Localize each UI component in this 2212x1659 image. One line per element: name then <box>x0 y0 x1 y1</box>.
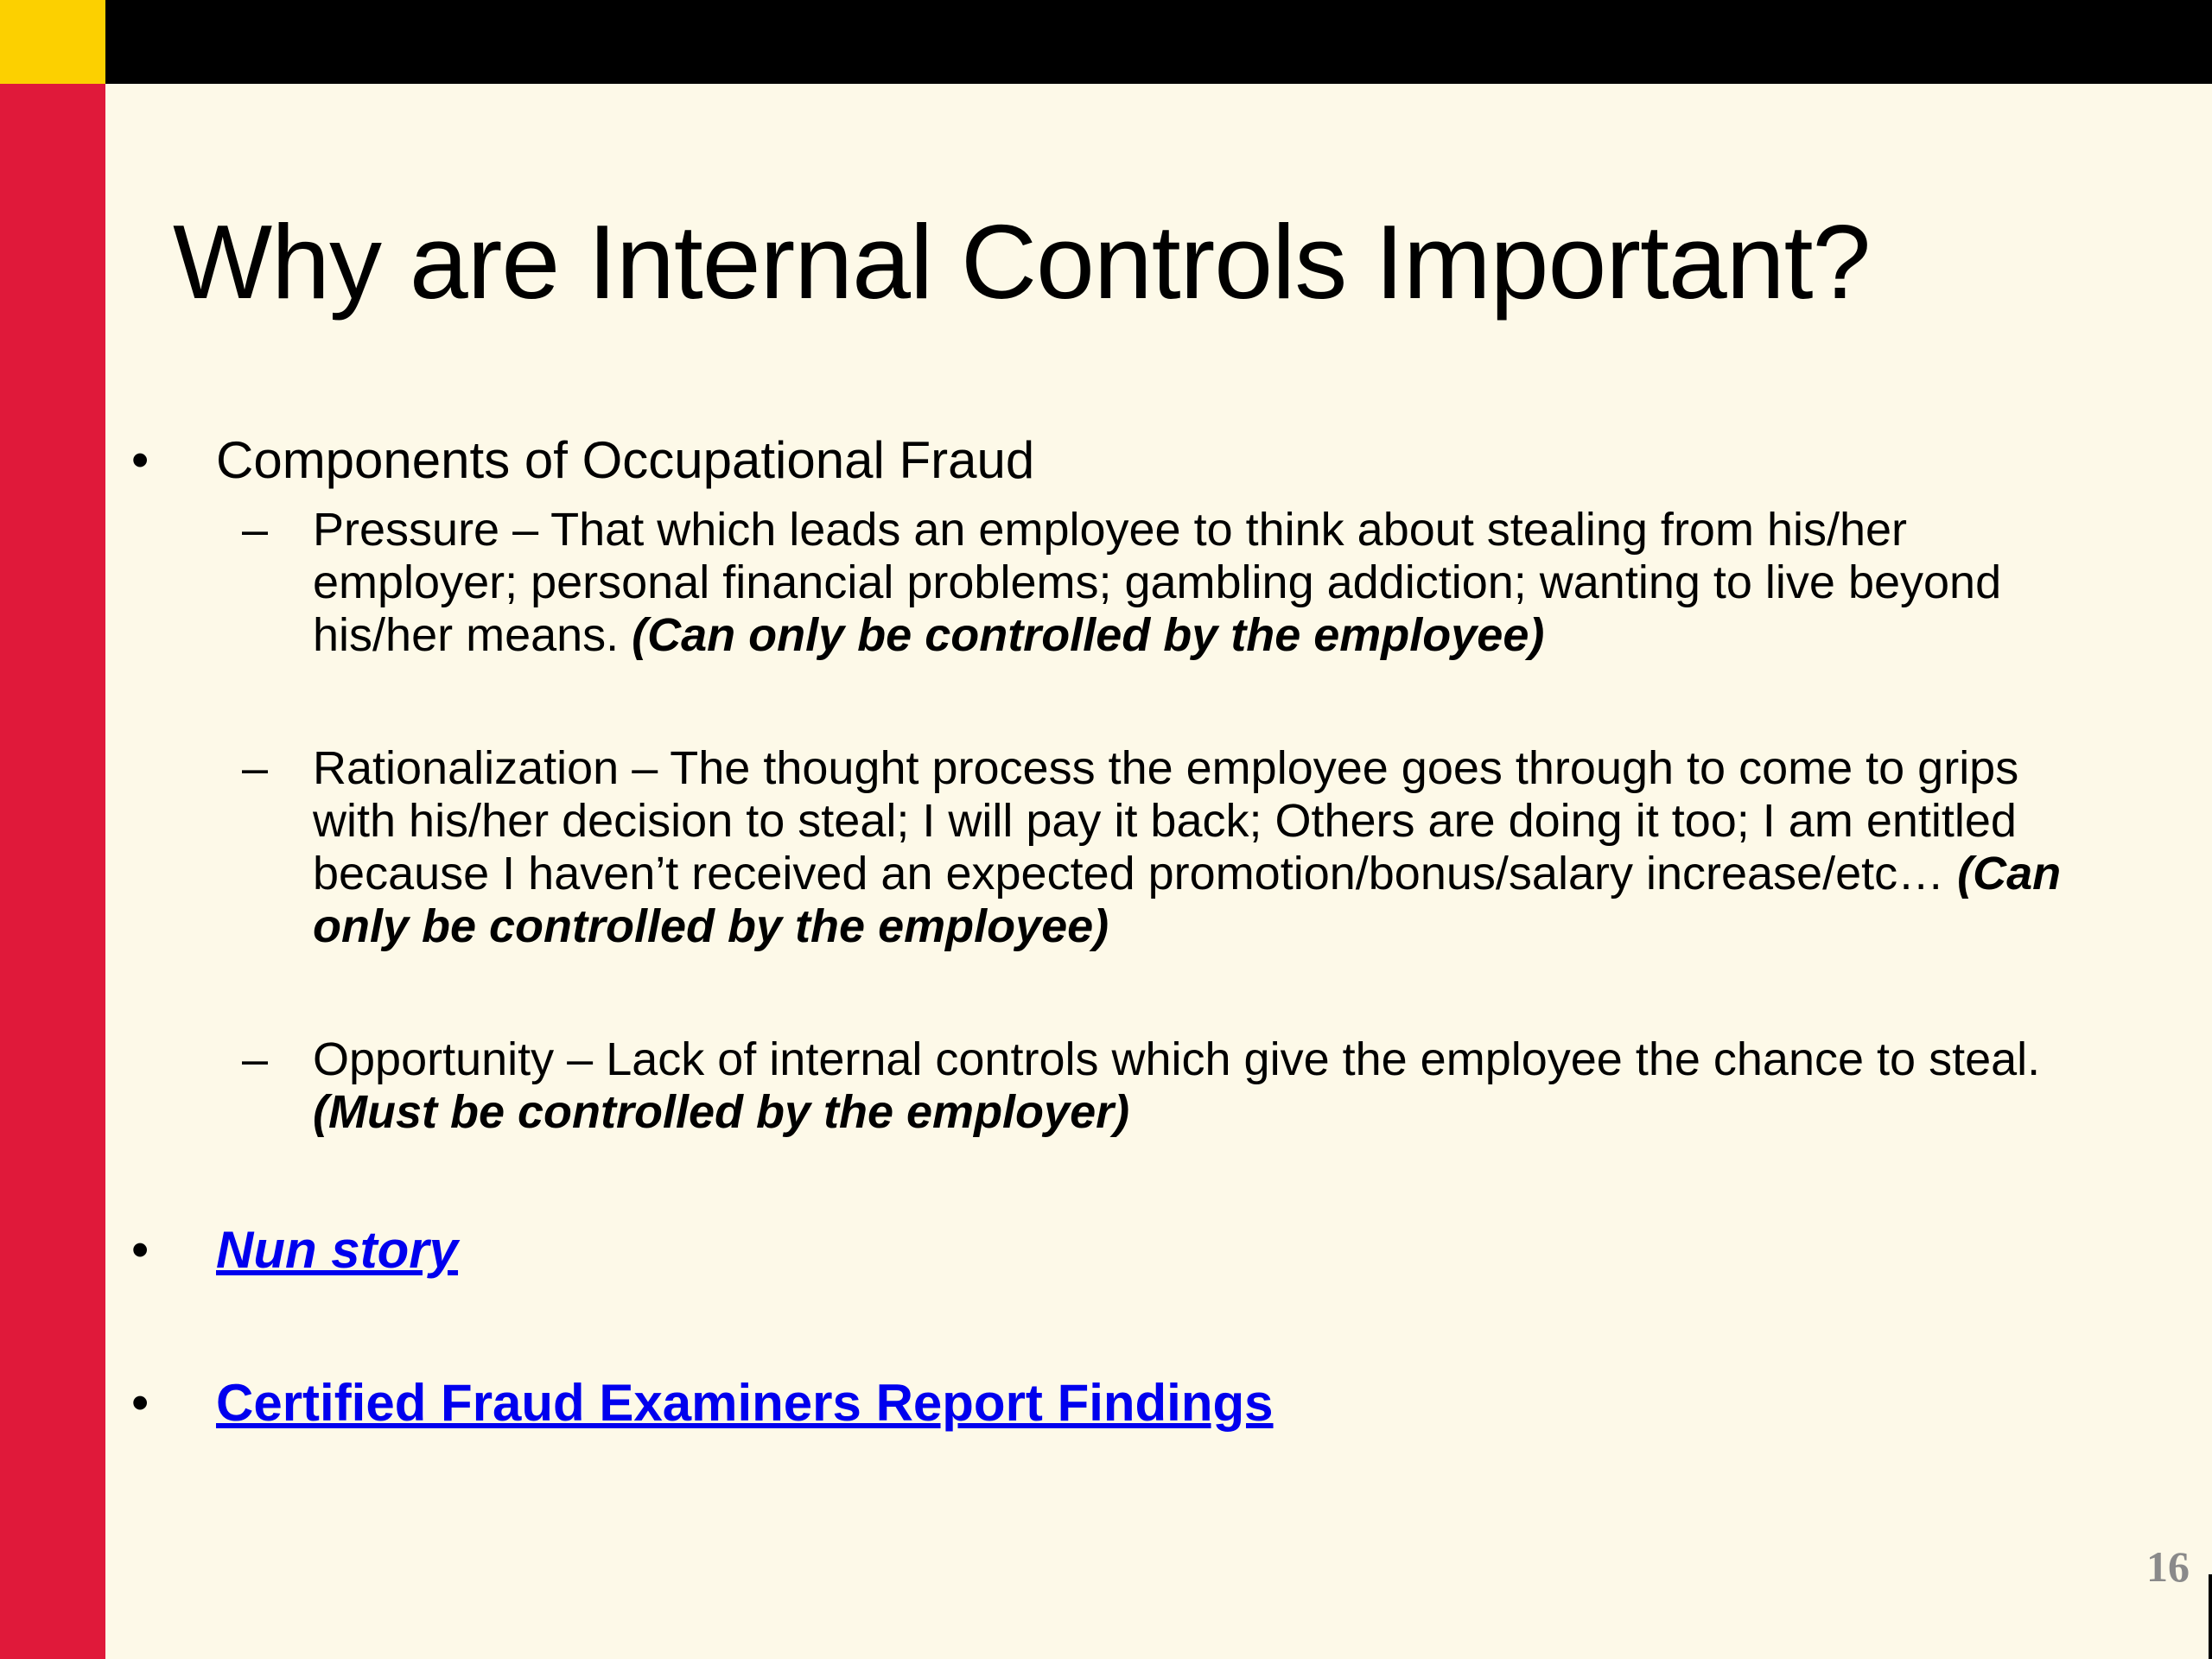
dash-icon: – <box>242 504 269 556</box>
bullet-icon: • <box>131 1375 149 1431</box>
edge-divider <box>2209 1574 2212 1659</box>
dash-icon: – <box>242 742 269 794</box>
pressure-item <box>313 504 2093 662</box>
rationalization-item <box>313 742 2093 953</box>
nun-story-link[interactable]: Nun story <box>216 1221 459 1279</box>
cfe-report-link[interactable]: Certified Fraud Examiners Report Findings <box>216 1374 1274 1432</box>
opportunity-emphasis: (Must be controlled by the employer) <box>313 1086 1130 1138</box>
bullet-icon: • <box>131 1222 149 1278</box>
components-heading: Components of Occupational Fraud <box>216 431 1035 489</box>
bullet-icon: • <box>131 432 149 488</box>
opportunity-item <box>313 1033 2093 1139</box>
rationalization-text: Rationalization – The thought process the employee goes through to come to grips with his/her decision to steal; I will pay it back; Others are doing it too; I am entitled because I haven’t received an expected promotion/bonus/salary increase/etc… <box>313 742 2019 899</box>
pressure-text: Pressure – That which leads an employee to think about stealing from his/her employer; personal financial problems; gambling addiction; wanting to live beyond his/her means. <box>313 504 2002 661</box>
pressure-emphasis: (Can only be controlled by the employee) <box>632 609 1545 661</box>
rationalization-emphasis: (Can only be controlled by the employee) <box>313 848 2062 952</box>
slide-title: Why are Internal Controls Important? <box>173 203 1871 321</box>
dash-icon: – <box>242 1033 269 1085</box>
opportunity-text: Opportunity – Lack of internal controls which give the employee the chance to steal. <box>313 1033 2041 1085</box>
page-number: 16 <box>2146 1542 2190 1591</box>
